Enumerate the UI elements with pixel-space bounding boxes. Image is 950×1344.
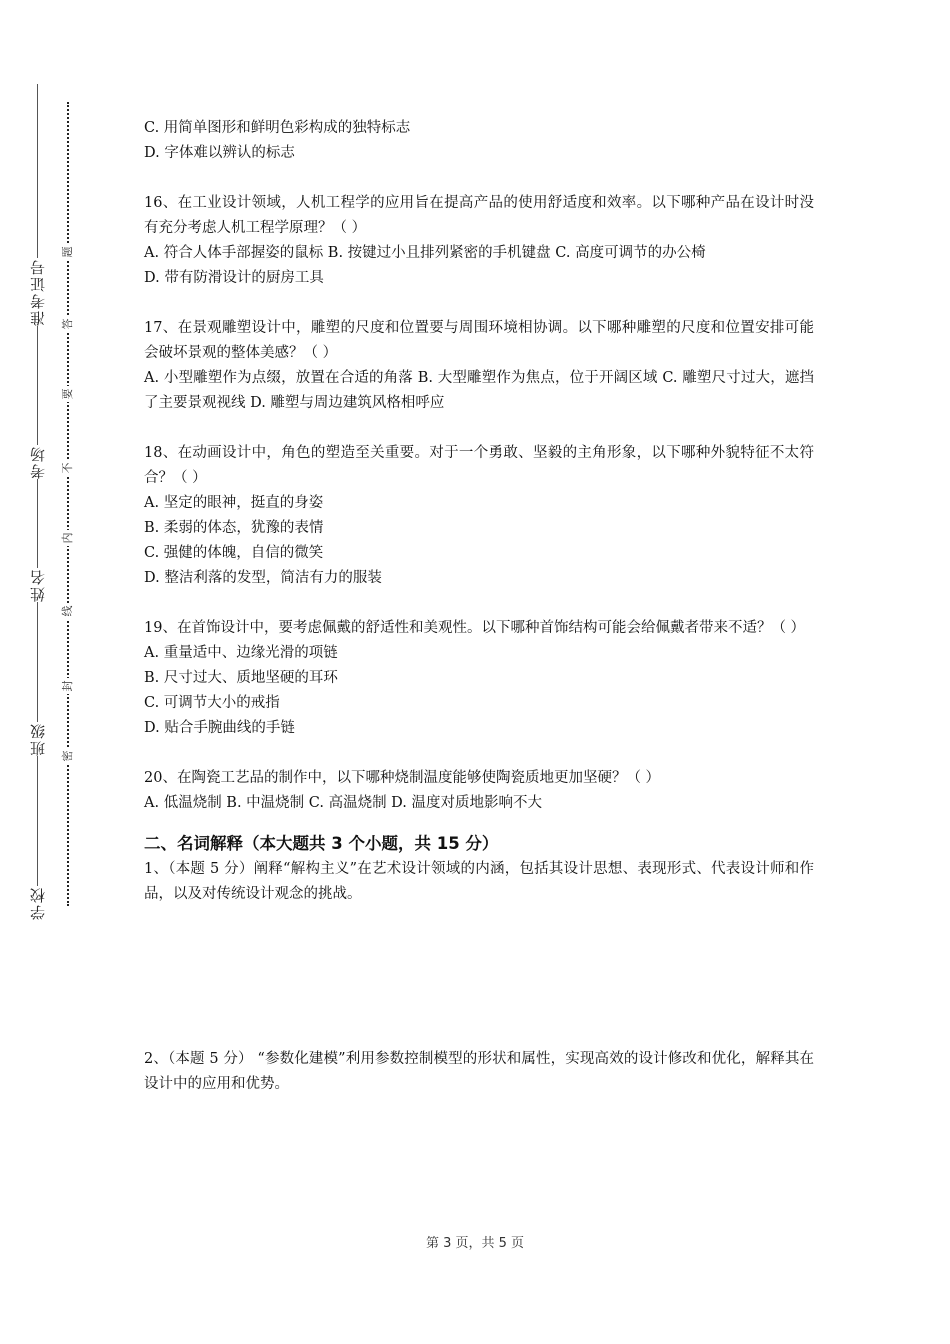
seal-dotted-line — [67, 102, 69, 906]
signature-line — [37, 84, 38, 914]
seal-char: 答 — [60, 316, 76, 332]
question-stem: 19、在首饰设计中，要考虑佩戴的舒适性和美观性。以下哪种首饰结构可能会给佩戴者带来不适？（ ） — [144, 620, 806, 636]
label-exam-room: 考场 — [24, 445, 52, 479]
question-stem: 18、在动画设计中，角色的塑造至关重要。对于一个勇敢、坚毅的主角形象，以下哪种外貌特征不太符合？（ ） — [144, 445, 814, 486]
section-heading-term-explanation: 二、名词解释（本大题共 3 个小题，共 15 分） — [144, 834, 499, 853]
answer-space — [144, 907, 814, 1047]
option-d: D. 整洁利落的发型，简洁有力的服装 — [144, 570, 382, 586]
label-school: 学校 — [24, 886, 52, 920]
option-a: A. 坚定的眼神，挺直的身姿 — [144, 495, 324, 511]
question-stem: 2、（本题 5 分） “参数化建模”利用参数控制模型的形状和属性，实现高效的设计修改和优化，解释其在设计中的应用和优势。 — [144, 1051, 814, 1092]
option-b: B. 柔弱的体态，犹豫的表情 — [144, 520, 324, 536]
seal-char: 不 — [60, 460, 76, 476]
seal-char: 要 — [60, 386, 76, 402]
question-18 — [144, 441, 814, 591]
options-line: A. 低温烧制 B. 中温烧制 C. 高温烧制 D. 温度对质地影响不大 — [144, 795, 543, 811]
question-20 — [144, 766, 814, 816]
page-number: 第 3 页，共 5 页 — [425, 1236, 525, 1251]
options-line: D. 带有防滑设计的厨房工具 — [144, 270, 324, 286]
question-stem: 17、在景观雕塑设计中，雕塑的尺度和位置要与周围环境相协调。以下哪种雕塑的尺度和位置安排可能会破坏景观的整体美感？（ ） — [144, 320, 814, 361]
question-stem: 1、（本题 5 分）阐释“解构主义”在艺术设计领域的内涵，包括其设计思想、表现形式、代表设计师和作品，以及对传统设计观念的挑战。 — [144, 861, 814, 902]
exam-content — [144, 116, 814, 1097]
options-line: A. 符合人体手部握姿的鼠标 B. 按键过小且排列紧密的手机键盘 C. 高度可调节的办公椅 — [144, 245, 706, 261]
option-d: D. 贴合手腕曲线的手链 — [144, 720, 295, 736]
option-b: B. 尺寸过大、质地坚硬的耳环 — [144, 670, 338, 686]
seal-char: 线 — [60, 603, 76, 619]
question-19 — [144, 616, 814, 741]
question-17 — [144, 316, 814, 416]
option-d: D. 字体难以辨认的标志 — [144, 145, 295, 161]
seal-char: 内 — [60, 530, 76, 546]
term-question-2 — [144, 1047, 814, 1097]
seal-char: 封 — [60, 678, 76, 694]
seal-char: 题 — [60, 244, 76, 260]
seal-char: 密 — [60, 748, 76, 764]
question-stem: 16、在工业设计领域，人机工程学的应用旨在提高产品的使用舒适度和效率。以下哪种产品在设计时没有充分考虑人机工程学原理？（ ） — [144, 195, 814, 236]
option-c: C. 用简单图形和鲜明色彩构成的独特标志 — [144, 120, 411, 136]
label-class: 班级 — [24, 722, 52, 756]
question-16 — [144, 191, 814, 291]
option-a: A. 重量适中、边缘光滑的项链 — [144, 645, 338, 661]
options-line: A. 小型雕塑作为点缀，放置在合适的角落 B. 大型雕塑作为焦点，位于开阔区域 C. 雕塑尺寸过大，遮挡了主要景观视线 D. 雕塑与周边建筑风格相呼应 — [144, 370, 814, 411]
question-15-continued — [144, 116, 814, 166]
option-c: C. 可调节大小的戒指 — [144, 695, 280, 711]
question-stem: 20、在陶瓷工艺品的制作中，以下哪种烧制温度能够使陶瓷质地更加坚硬？（ ） — [144, 770, 661, 786]
term-question-1 — [144, 857, 814, 907]
label-exam-number: 准考证号 — [24, 258, 52, 326]
label-name: 姓名 — [24, 568, 52, 602]
option-c: C. 强健的体魄，自信的微笑 — [144, 545, 324, 561]
